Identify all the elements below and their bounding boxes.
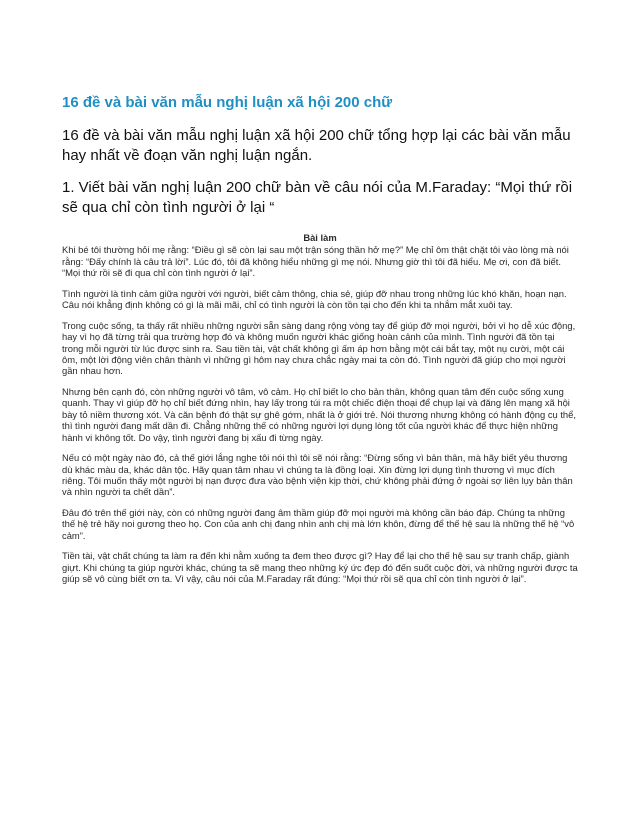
essay-paragraph-7: Tiền tài, vật chất chúng ta làm ra đến khi nằm xuống ta đem theo được gì? Hay để lại cho thế hệ sau sự tranh chấp, giành giựt. Khi chúng ta giúp người khác, chúng ta sẽ mang theo những ký ức đẹp đó đến suốt cuộc đời, và những người được ta giúp sẽ vô cùng biết ơn ta. Vì vậy, câu nói của M.Faraday rất đúng: “Mọi thứ rồi sẽ qua chỉ còn tình người ở lại”.	[62, 550, 578, 585]
essay-body	[62, 232, 578, 594]
document-intro: 16 đề và bài văn mẫu nghị luận xã hội 200 chữ tổng hợp lại các bài văn mẫu hay nhất về đoạn văn nghị luận ngắn.	[62, 127, 571, 164]
essay-paragraph-5: Nếu có một ngày nào đó, cả thế giới lắng nghe tôi nói thì tôi sẽ nói rằng: “Đừng sống vì bản thân, mà hãy biết yêu thương dù khác màu da, khác dân tộc. Hãy quan tâm nhau vì chúng ta là đồng loại. Xin đừng lợi dụng tình thương vì mục đích riêng. Tôi muốn thấy một người bị nạn được đưa vào bệnh viện kịp thời, chứ không phải đứng ở ngoài sợ liên lụy bản thân và nhìn người ta chết dần”.	[62, 452, 573, 498]
essay-paragraph-1: Khi bé tôi thường hỏi mẹ rằng: “Điều gì sẽ còn lại sau một trận sóng thần hở mẹ?” Mẹ chỉ ôm thật chặt tôi vào lòng mà nói rằng: “Đấy chính là câu trả lời”. Lúc đó, tôi đã không hiểu những gì mẹ nói. Nhưng giờ thì tôi đã hiểu. Mẹ ơi, con đã biết. “Mọi thứ rồi sẽ đi qua chỉ còn tình người ở lại”.	[62, 244, 569, 279]
essay-paragraph-4: Nhưng bên cạnh đó, còn những người vô tâm, vô cảm. Họ chỉ biết lo cho bản thân, không quan tâm đến cuộc sống xung quanh. Thay vì giúp đỡ họ chỉ biết đứng nhìn, hay lấy trong túi ra một chiếc điện thoại để chụp lại và đăng lên mạng xã hội bày tỏ niềm thương xót. Và căn bệnh đó thật sự ghê gớm, nhất là ở giới trẻ. Nói thương nhưng không có hành động cụ thể, thì tình người đang mất dần đi. Chẳng những thế có những người lợi dụng lòng tốt của người khác để thực hiện những hành vi không tốt. Do vậy, tình người đang bị xấu đi từng ngày.	[62, 386, 576, 443]
section-heading: 1. Viết bài văn nghị luận 200 chữ bàn về câu nói của M.Faraday: “Mọi thứ rồi sẽ qua chỉ còn tình người ở lại “	[62, 179, 573, 216]
essay-paragraph-3: Trong cuộc sống, ta thấy rất nhiều những người sẵn sàng dang rộng vòng tay để giúp đỡ mọi người, bởi vì họ dễ xúc động, hay vì họ đã từng trải qua trường hợp đó và không muốn người khác giống hoàn cảnh của mình. Tình người đã tồn tại trong mỗi người từ lúc được sinh ra. Sau tiền tài, vật chất không gì ấm áp hơn bằng một cái bắt tay, một nụ cười, một cái ôm, một lời động viên chân thành vì những gì hôm nay chưa chắc ngày mai ta còn đó. Tình người đã giúp cho mọi người gần nhau hơn.	[62, 319, 576, 377]
essay-label: Bài làm	[303, 232, 337, 243]
essay-paragraph-2: Tình người là tình cảm giữa người với người, biết cảm thông, chia sẻ, giúp đỡ nhau trong những lúc khó khăn, hoạn nạn. Câu nói khẳng định không có gì là mãi mãi, chỉ có tình người là còn tồn tại cho đến khi ta nhắm mắt xuôi tay.	[62, 287, 567, 311]
essay-paragraph-6: Đâu đó trên thế giới này, còn có những người đang âm thầm giúp đỡ mọi người mà không cần báo đáp. Chúng ta những thế hệ trẻ hãy noi gương theo họ. Con của anh chị đang nhìn anh chị mà lớn khôn, đừng để thế hệ sau là những thế hệ “vô cảm”.	[62, 507, 575, 541]
document-title: 16 đề và bài văn mẫu nghị luận xã hội 200 chữ	[62, 94, 393, 111]
